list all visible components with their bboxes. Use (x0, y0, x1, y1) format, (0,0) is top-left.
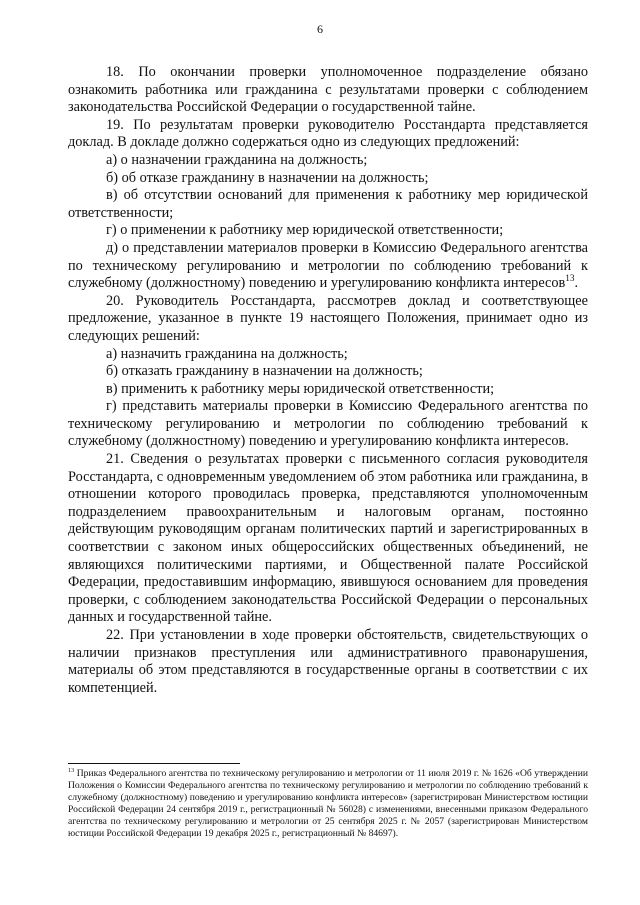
paragraph-19-item-a: а) о назначении гражданина на должность; (106, 151, 368, 168)
footnote (68, 768, 588, 841)
footnote-reference: 13 (565, 274, 575, 285)
paragraph-19-item-g: г) о применении к работнику мер юридической ответственности; (106, 222, 504, 239)
page-number: 6 (317, 22, 323, 36)
paragraph-19: 19. По результатам проверки руководителю Росстандарта представляется доклад. В докладе должно содержаться одно из следующих предложений: (68, 116, 588, 151)
paragraph-20: 20. Руководитель Росстандарта, рассмотрев доклад и соответствующее предложение, указанное в пункте 19 настоящего Положения, принимает одно из следующих решений: (68, 292, 588, 344)
paragraph-22: 22. При установлении в ходе проверки обстоятельств, свидетельствующих о наличии признаков преступления или административного правонарушения, материалы об этом представляются в государственные органы в соответствии с их компетенцией. (68, 627, 588, 696)
paragraph-19-item-d-text: д) о представлении материалов проверки в Комиссию Федерального агентства по техническому регулированию и метрологии по соблюдению требований к служебному (должностному) поведению и урегулированию конфликта интересов (68, 239, 588, 292)
footnote-divider (68, 763, 240, 764)
paragraph-18: 18. По окончании проверки уполномоченное подразделение обязано ознакомить работника или гражданина с результатами проверки с соблюдением законодательства Российской Федерации о государственной тайне. (68, 64, 588, 116)
paragraph-19-item-d (68, 240, 588, 293)
paragraph-21: 21. Сведения о результатах проверки с письменного согласия руководителя Росстандарта, с одновременным уведомлением об этом работника или гражданина, в отношении которого проводилась проверка, представляются уполномоченным подразделением правоохранительным и налоговым органам, постоянно действующим руководящим органам политических партий и зарегистрированных в соответствии с законом иных общероссийских общественных объединений, не являющихся политическими партиями, и Общественной палате Российской Федерации, предоставившим информацию, явившуюся основанием для проведения проверки, с соблюдением законодательства Российской Федерации о персональных данных и государственной тайне. (68, 451, 588, 626)
document-body (68, 64, 588, 697)
paragraph-20-item-a: а) назначить гражданина на должность; (106, 345, 348, 362)
paragraph-20-item-v: в) применить к работнику меры юридической ответственности; (106, 380, 495, 397)
footnote-number: 13 (68, 766, 75, 774)
footnote-text: Приказ Федерального агентства по техническому регулированию и метрологии от 11 июля 2019 г. № 1626 «Об утверждении Положения о Комиссии Федерального агентства по техническому регулированию и метрологии по соблюдению требований к служебному (должностному) поведению и урегулированию конфликта интересов» (зарегистрирован Министерством юстиции Российской Федерации 24 сентября 2019 г., регистрационный № 56028) с изменениями, внесенными приказом Федерального агентства по техническому регулированию и метрологии от 25 сентября 2025 г. № 2057 (зарегистрирован Министерством юстиции Российской Федерации 19 декабря 2025 г., регистрационный № 84697). (68, 768, 588, 840)
paragraph-19-item-b: б) об отказе гражданину в назначении на должность; (106, 169, 429, 186)
footnote-reference-suffix: . (574, 275, 579, 292)
paragraph-19-item-v: в) об отсутствии оснований для применения к работнику мер юридической ответственности; (68, 187, 588, 221)
paragraph-20-item-b: б) отказать гражданину в назначении на должность; (106, 363, 423, 380)
paragraph-20-item-g: г) представить материалы проверки в Комиссию Федерального агентства по техническому регулированию и метрологии по соблюдению требований к служебному (должностному) поведению и урегулированию конфликта интересов. (68, 398, 588, 450)
